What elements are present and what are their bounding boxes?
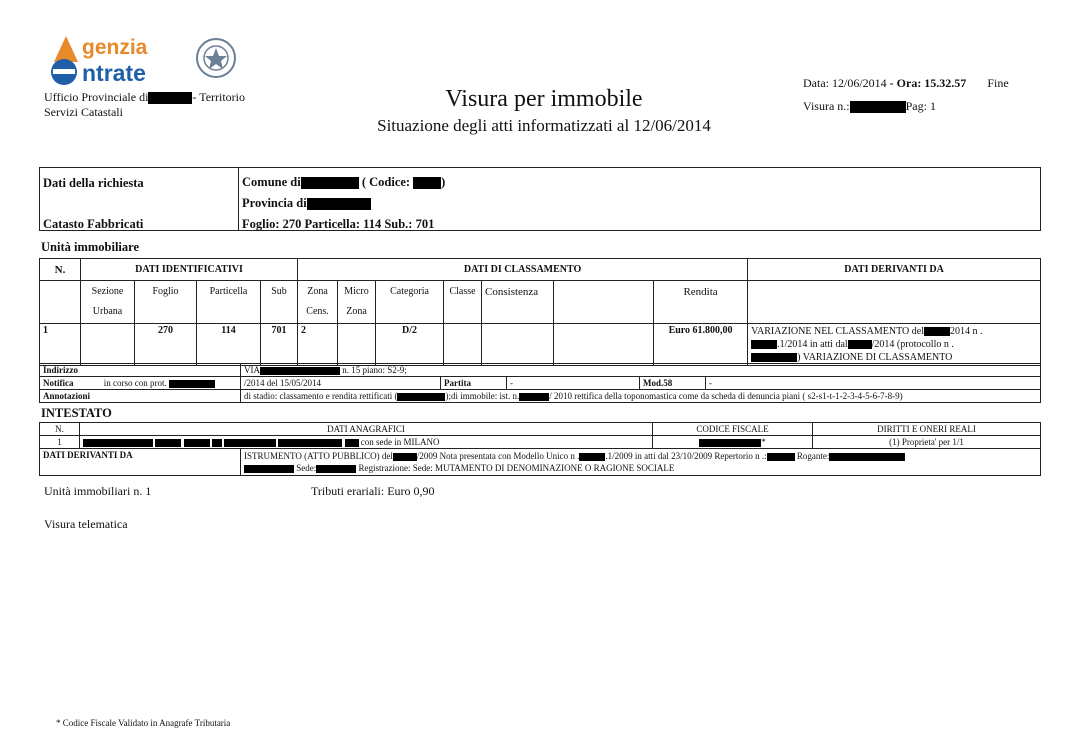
cell-zona: 2: [298, 324, 338, 366]
int-header-diritti: DIRITTI E ONERI REALI: [813, 423, 1041, 436]
request-labels: [40, 168, 239, 231]
provincia-label: Provincia di: [242, 196, 307, 210]
redaction: [924, 327, 950, 336]
redaction: [278, 439, 342, 447]
codice-close: ): [441, 175, 446, 189]
document-meta: [803, 72, 1009, 118]
cell-rendita: Euro 61.800,00: [654, 324, 748, 366]
comune-label: Comune di: [242, 175, 301, 189]
footnote: * Codice Fiscale Validato in Anagrafe Tributaria: [56, 718, 231, 728]
redaction: [244, 465, 294, 473]
cell-foglio: 270: [135, 324, 197, 366]
time-label: - Ora: 15.32.57: [889, 76, 967, 90]
int-deriv-label: DATI DERIVANTI DA: [40, 449, 241, 476]
redaction: [307, 198, 371, 211]
indirizzo-value: VIA n. 15 piano: S2-9;: [241, 364, 1041, 377]
redaction: [397, 393, 445, 401]
redaction: [393, 453, 417, 461]
office-line2: Servizi Catastali: [44, 105, 123, 119]
redaction: [850, 101, 906, 113]
sub-foglio: Foglio: [135, 281, 197, 324]
sub-rendita: Rendita: [654, 281, 748, 324]
intestato-section-title: INTESTATO: [41, 406, 112, 420]
redaction: [751, 340, 777, 349]
redaction: [699, 439, 761, 447]
date-label: Data: 12/06/2014: [803, 76, 887, 90]
int-deriv-value: ISTRUMENTO (ATTO PUBBLICO) del /2009 Nota presentata con Modello Unico n . .1/2009 in atti dal 23/10/2009 Repertorio n .: Rogante: Sede: Registrazione: Sede: MUTAMENTO DI DENOMINAZIONE O RAGIONE SOCIALE: [241, 449, 1041, 476]
int-cell-cf: *: [653, 436, 813, 449]
unit-section-title: Unità immobiliare: [41, 240, 140, 254]
page-label: Pag: 1: [905, 99, 936, 113]
redaction: [260, 367, 340, 375]
int-header-n: N.: [40, 423, 80, 436]
partita-value: -: [507, 377, 640, 390]
int-header-cf: CODICE FISCALE: [653, 423, 813, 436]
visura-telematica: Visura telematica: [44, 517, 128, 531]
header-deriv: DATI DERIVANTI DA: [748, 259, 1041, 281]
page-title: Visura per immobile: [445, 86, 643, 112]
request-values: [239, 168, 1041, 231]
redaction: [413, 177, 441, 190]
address-table: [39, 363, 1041, 403]
redaction: [767, 453, 795, 461]
mod-value: -: [706, 377, 1041, 390]
int-cell-diritti: (1) Proprieta' per 1/1: [813, 436, 1041, 449]
sub-micro: Micro Zona: [338, 281, 376, 324]
mod-label: Mod.58: [640, 377, 706, 390]
logo-text-bottom: ntrate: [82, 60, 146, 86]
notifica-value: /2014 del 15/05/2014: [241, 377, 441, 390]
annotazioni-label: Annotazioni: [40, 390, 241, 403]
cell-n: 1: [40, 324, 81, 366]
units-count: Unità immobiliari n. 1: [44, 484, 152, 498]
table-row: [40, 436, 1041, 449]
sub-zona: Zona Cens.: [298, 281, 338, 324]
redaction: [169, 380, 215, 388]
header-class: DATI DI CLASSAMENTO: [298, 259, 748, 281]
office-prefix: Ufficio Provinciale di: [44, 90, 149, 104]
redaction: [316, 465, 356, 473]
redaction: [579, 453, 605, 461]
sub-consistenza: Consistenza: [482, 281, 554, 324]
foglio-line: Foglio: 270 Particella: 114 Sub.: 701: [242, 217, 435, 231]
redaction: [224, 439, 276, 447]
notifica-cell: Notifica in corso con prot.: [40, 377, 241, 390]
sub-particella: Particella: [197, 281, 261, 324]
cell-categoria: D/2: [376, 324, 444, 366]
redaction: [848, 340, 872, 349]
int-header-anagrafici: DATI ANAGRAFICI: [80, 423, 653, 436]
end-label: Fine: [987, 76, 1009, 90]
header-ident: DATI IDENTIFICATIVI: [81, 259, 298, 281]
int-cell-n: 1: [40, 436, 80, 449]
page-subtitle: Situazione degli atti informatizzati al 12/06/2014: [377, 116, 711, 135]
unit-table: [39, 258, 1041, 366]
redaction: [345, 439, 359, 447]
cell-sub: 701: [261, 324, 298, 366]
sub-classe: Classe: [444, 281, 482, 324]
table-row: [40, 324, 1041, 366]
redaction: [155, 439, 181, 447]
redaction: [751, 353, 797, 362]
redaction: [212, 439, 222, 447]
office-suffix: - Territorio: [192, 90, 246, 104]
logo-text-top: genzia: [82, 36, 148, 59]
request-table: [39, 167, 1041, 231]
redaction: [829, 453, 905, 461]
redaction: [83, 439, 153, 447]
redaction: [301, 177, 359, 190]
redaction: [184, 439, 210, 447]
int-cell-anagrafici: con sede in MILANO: [80, 436, 653, 449]
sub-sub: Sub: [261, 281, 298, 324]
agenzia-entrate-logo: [44, 36, 244, 88]
cell-particella: 114: [197, 324, 261, 366]
sub-sezione: Sezione Urbana: [81, 281, 135, 324]
redaction: [519, 393, 549, 401]
catasto-label: Catasto Fabbricati: [43, 217, 144, 231]
tributi: Tributi erariali: Euro 0,90: [311, 484, 435, 498]
visura-label: Visura n.:: [803, 99, 850, 113]
indirizzo-label: Indirizzo: [40, 364, 241, 377]
header-n: N.: [40, 259, 81, 281]
annotazioni-value: di stadio: classamento e rendita rettificati ( );di immobile: ist. n. / 2010 rettifica della toponomastica come da scheda di denuncia piani ( s2-s1-t-1-2-3-4-5-6-7-8-9): [241, 390, 1041, 403]
partita-label: Partita: [441, 377, 507, 390]
request-label: Dati della richiesta: [43, 176, 144, 190]
sub-categoria: Categoria: [376, 281, 444, 324]
codice-label: ( Codice:: [361, 175, 411, 189]
cell-deriv: VARIAZIONE NEL CLASSAMENTO del 2014 n . .1/2014 in atti dal /2014 (protocollo n . ) VARIAZIONE DI CLASSAMENTO: [748, 324, 1041, 366]
intestato-table: [39, 422, 1041, 476]
